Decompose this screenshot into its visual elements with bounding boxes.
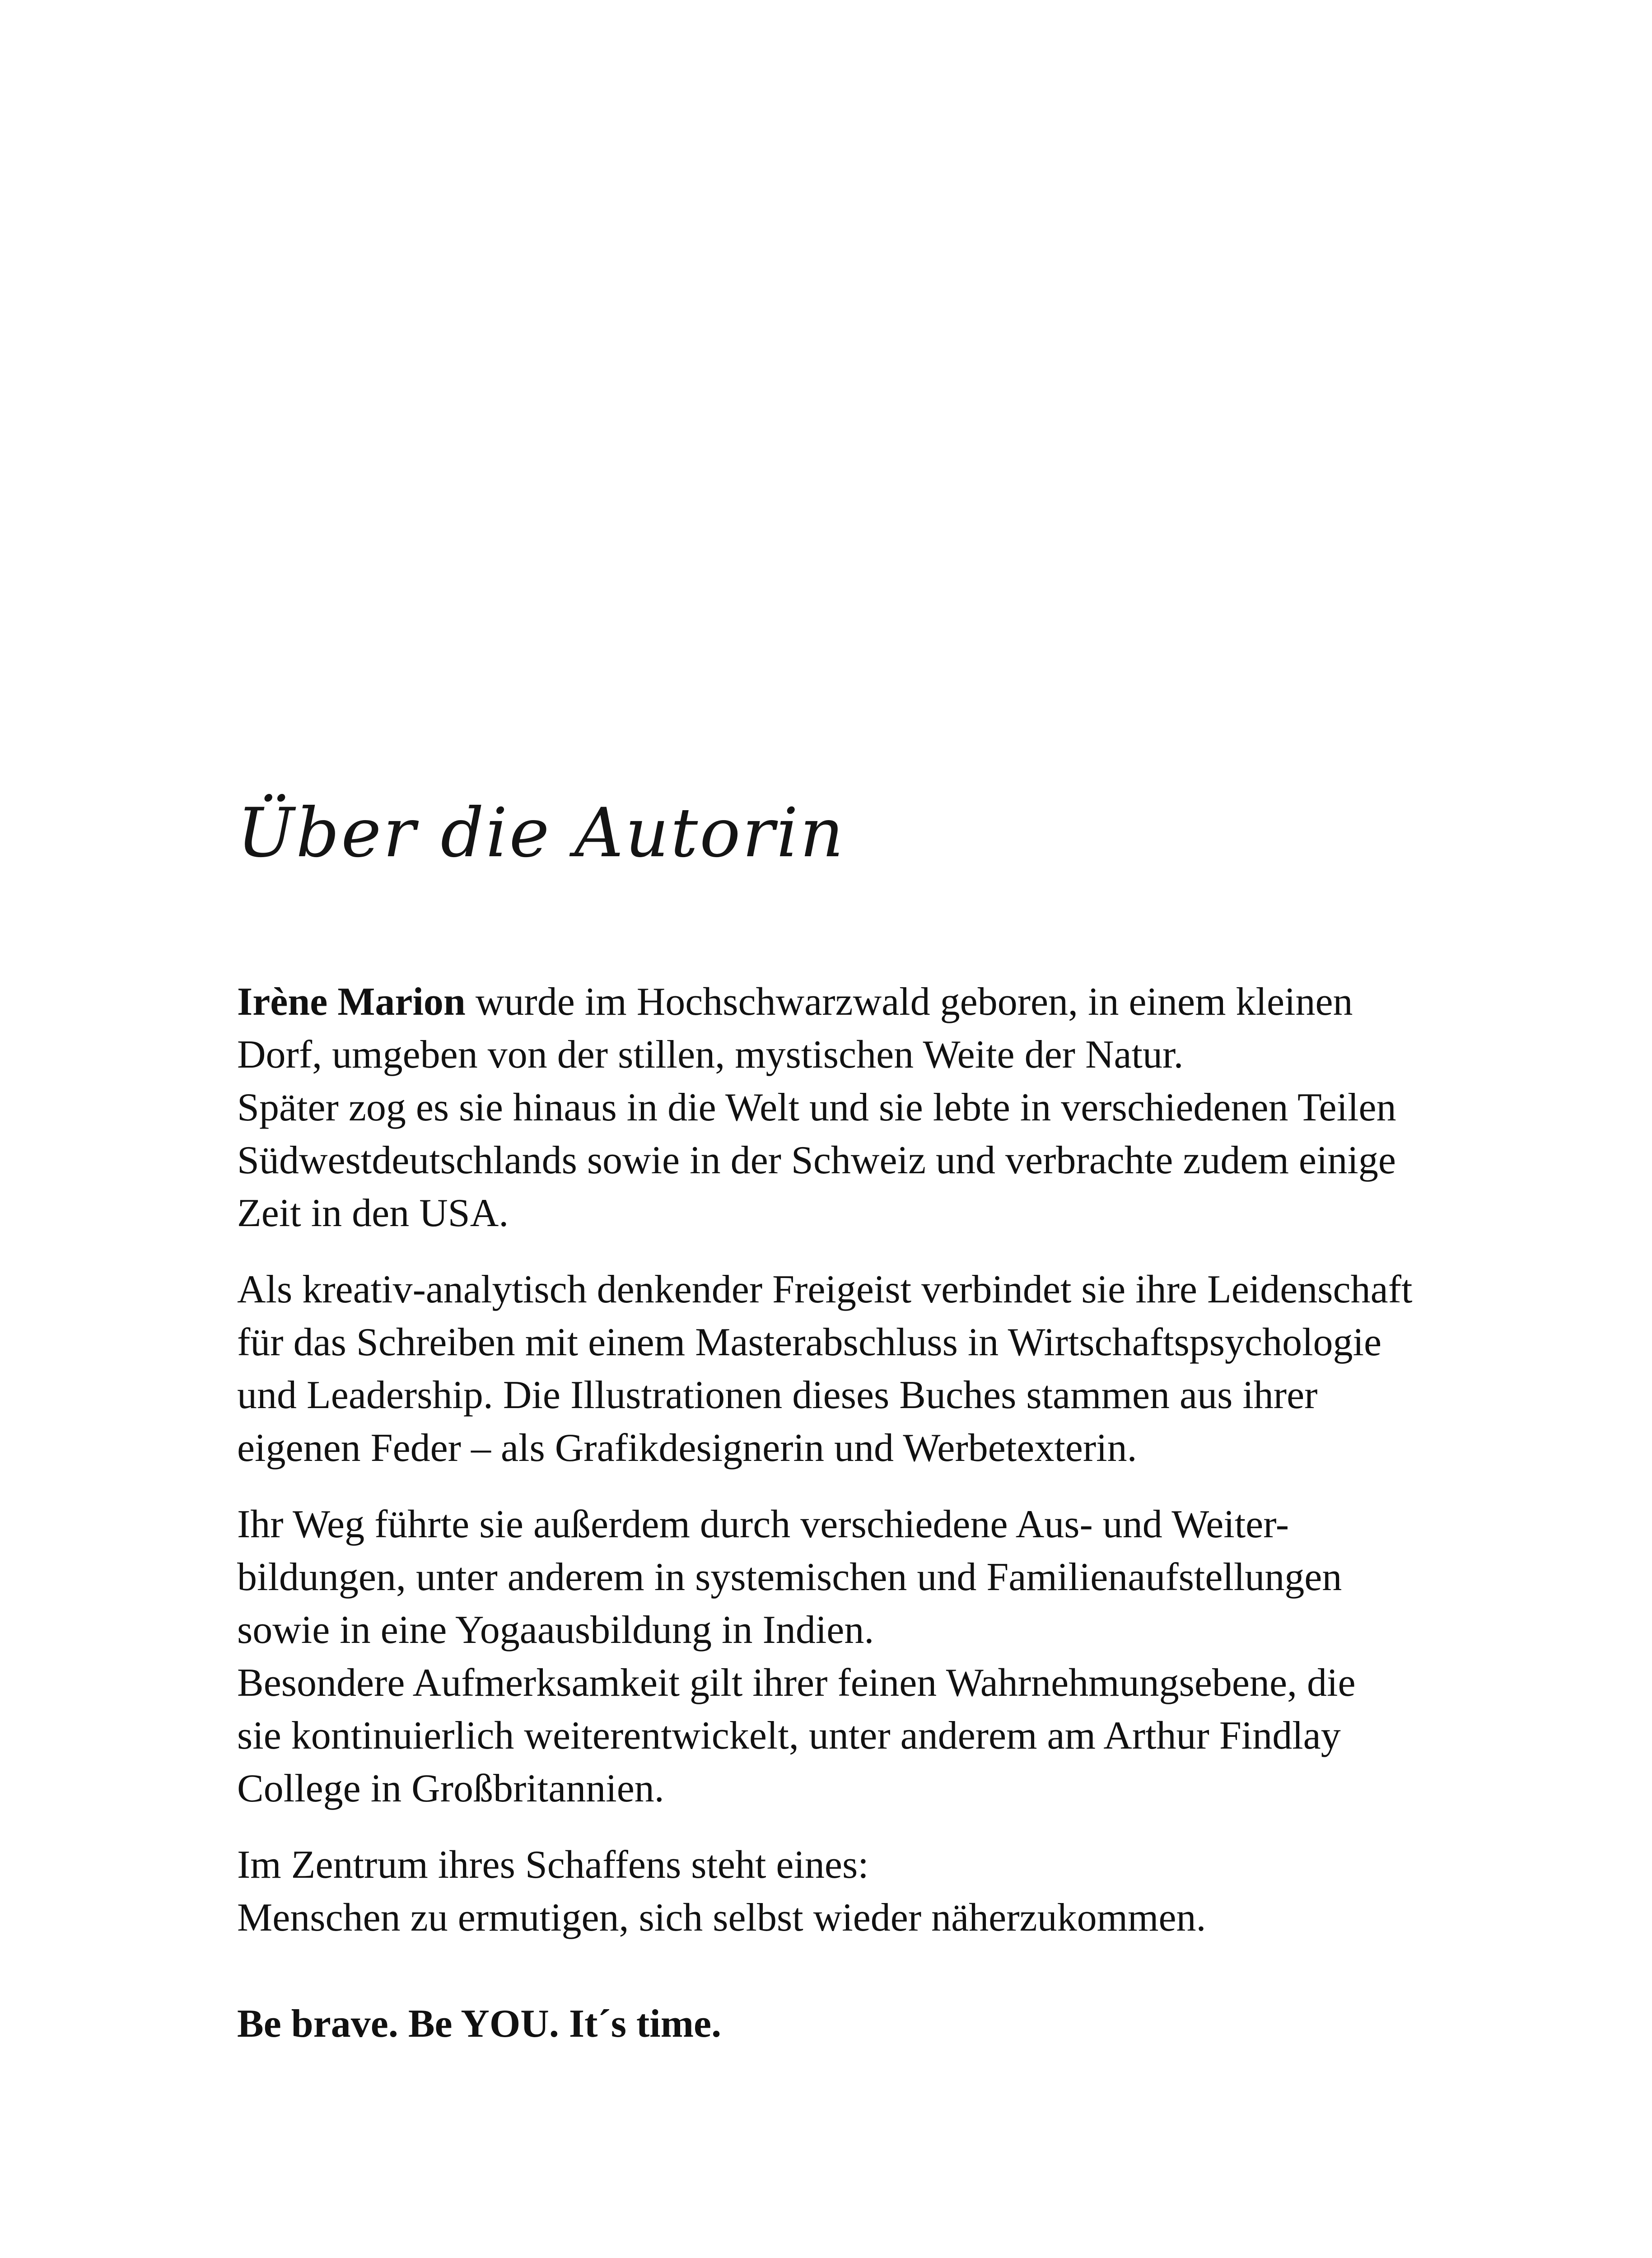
text-line: College in Großbritannien. xyxy=(237,1767,664,1810)
bio-text xyxy=(237,975,1429,2050)
author-name: Irène Marion xyxy=(237,980,466,1024)
motto: Be brave. Be YOU. It´s time. xyxy=(237,2002,722,2046)
bio-paragraph-origin xyxy=(237,975,1429,1240)
bio-paragraph-education xyxy=(237,1263,1429,1474)
bio-paragraph-mission xyxy=(237,1838,1429,1944)
text-line: Im Zentrum ihres Schaffens steht eines: xyxy=(237,1843,869,1887)
text-line: und Leadership. Die Illustrationen dieses Buches stammen aus ihrer xyxy=(237,1373,1318,1417)
bio-paragraph-training xyxy=(237,1498,1429,1815)
page-title: Über die Autorin xyxy=(237,794,845,872)
text-line: Südwestdeutschlands sowie in der Schweiz und verbrachte zudem einige xyxy=(237,1138,1396,1182)
text-line: sie kontinuierlich weiterentwickelt, unter anderem am Arthur Findlay xyxy=(237,1714,1341,1758)
text-line: Zeit in den USA. xyxy=(237,1191,509,1235)
text-line: eigenen Feder – als Grafikdesignerin und Werbetexterin. xyxy=(237,1426,1137,1470)
author-bio-section xyxy=(237,793,1429,2050)
text-line: Später zog es sie hinaus in die Welt und sie lebte in verschiedenen Teilen xyxy=(237,1086,1396,1129)
text-line: Menschen zu ermutigen, sich selbst wieder näherzukommen. xyxy=(237,1896,1206,1940)
text-line: Besondere Aufmerksamkeit gilt ihrer feinen Wahrnehmungsebene, die xyxy=(237,1661,1356,1705)
text-line: Dorf, umgeben von der stillen, mystischen Weite der Natur. xyxy=(237,1033,1184,1077)
text-line: bildungen, unter anderem in systemischen und Familienaufstellungen xyxy=(237,1555,1342,1599)
text-line: für das Schreiben mit einem Masterabschluss in Wirtschaftspsychologie xyxy=(237,1320,1382,1364)
text-line: sowie in eine Yogaausbildung in Indien. xyxy=(237,1608,874,1652)
text-line: Als kreativ-analytisch denkender Freigeist verbindet sie ihre Leidenschaft xyxy=(237,1268,1413,1311)
text-line: Ihr Weg führte sie außerdem durch verschiedene Aus- und Weiter- xyxy=(237,1502,1289,1546)
text-line: Irène Marion wurde im Hochschwarzwald geboren, in einem kleinen xyxy=(237,980,1353,1024)
